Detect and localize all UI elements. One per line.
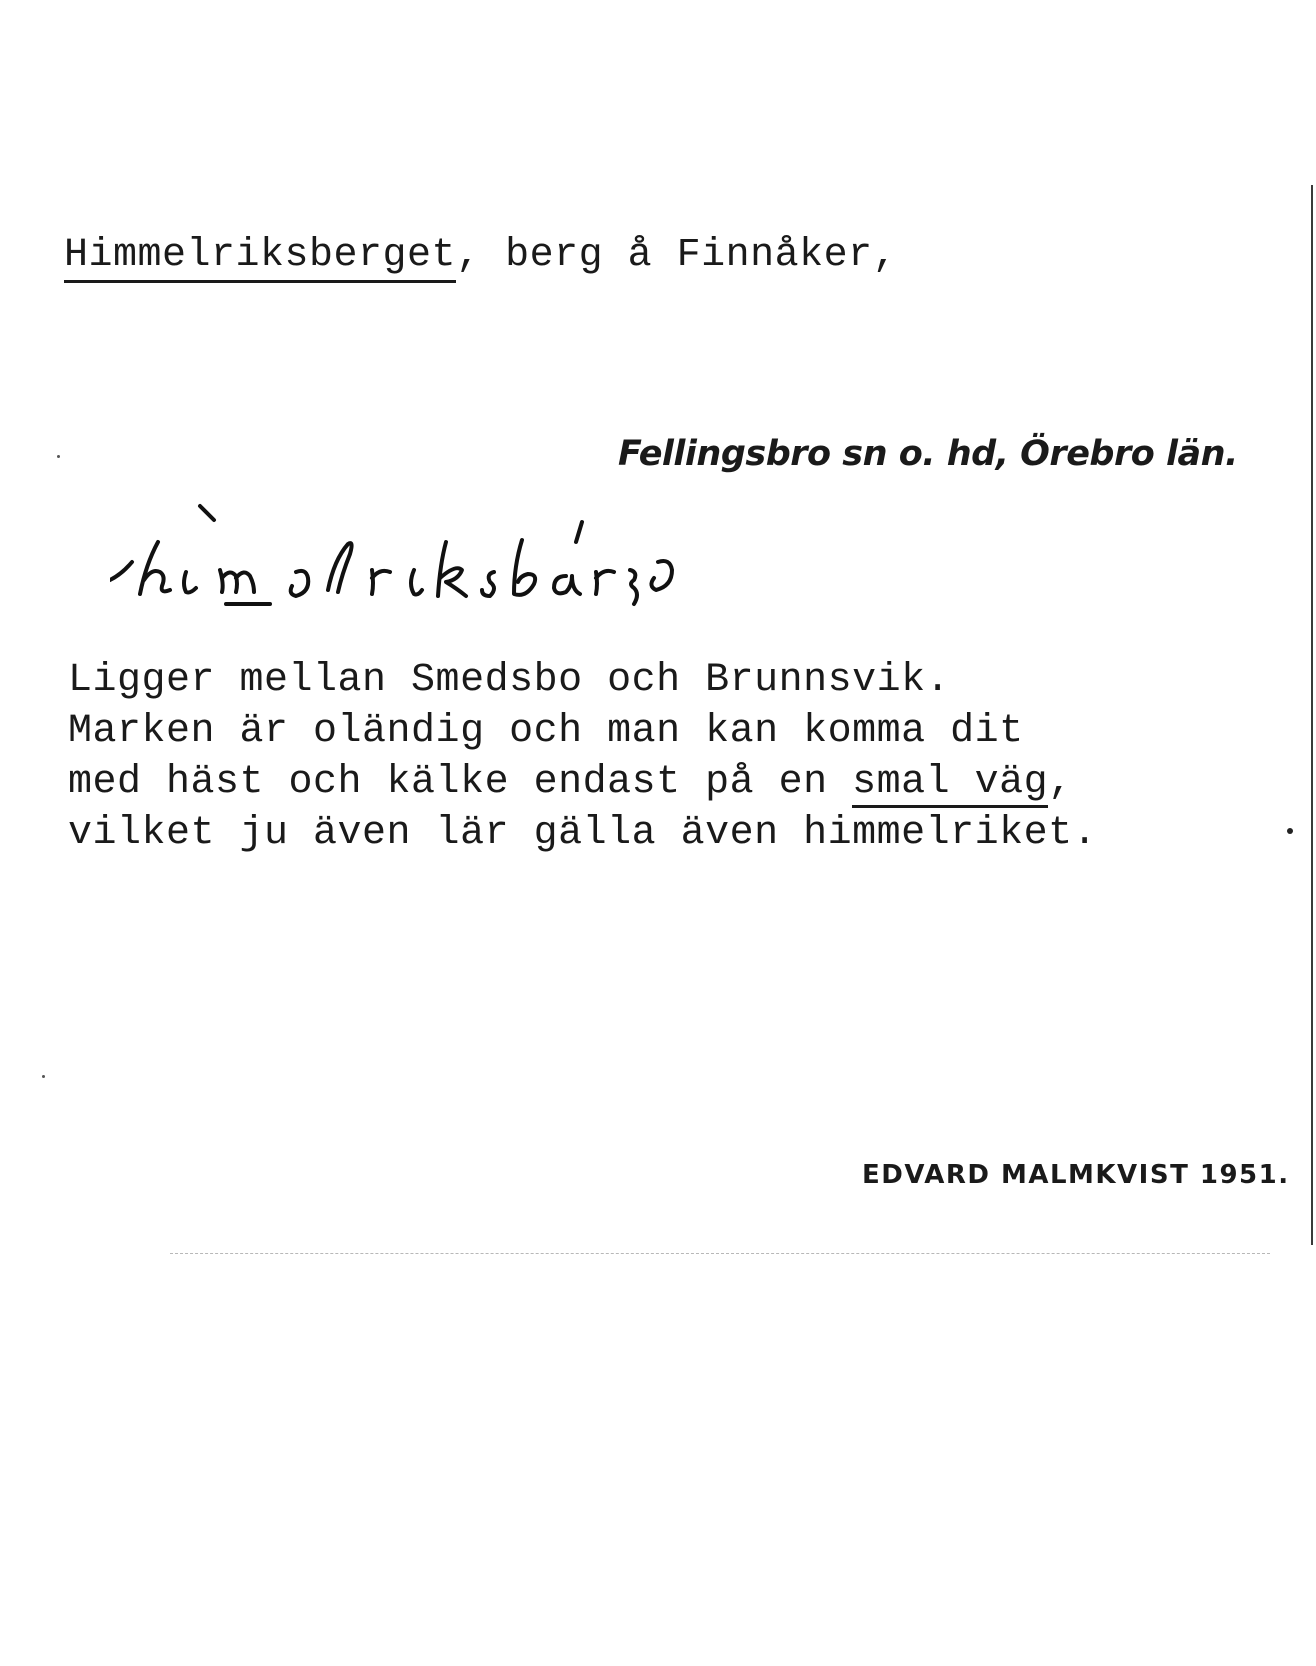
dust-speck (42, 1075, 45, 1078)
headword-line (64, 228, 897, 284)
body-line-4: vilket ju även lär gälla även himmelriket. (68, 811, 1098, 856)
card-edge-right (1311, 185, 1313, 1245)
body-line-2: Marken är oländig och man kan komma dit (68, 709, 1024, 754)
headword-description: , berg å Finnåker, (456, 233, 898, 278)
body-text (68, 655, 1097, 859)
body-line-1: Ligger mellan Smedsbo och Brunnsvik. (68, 658, 951, 703)
card-edge-bottom (170, 1253, 1270, 1254)
body-line-3 (68, 757, 1097, 808)
location-stamp: Fellingsbro sn o. hd, Örebro län. (618, 434, 1238, 474)
body-line-3-end: , (1048, 760, 1073, 805)
dust-speck (1287, 828, 1293, 834)
handwritten-pronunciation (110, 500, 830, 630)
dust-speck (57, 455, 60, 458)
headword: Himmelriksberget (64, 233, 456, 283)
signature-stamp: EDVARD MALMKVIST 1951. (862, 1160, 1290, 1190)
underlined-phrase: smal väg (852, 760, 1048, 808)
body-line-3-start: med häst och kälke endast på en (68, 760, 853, 805)
